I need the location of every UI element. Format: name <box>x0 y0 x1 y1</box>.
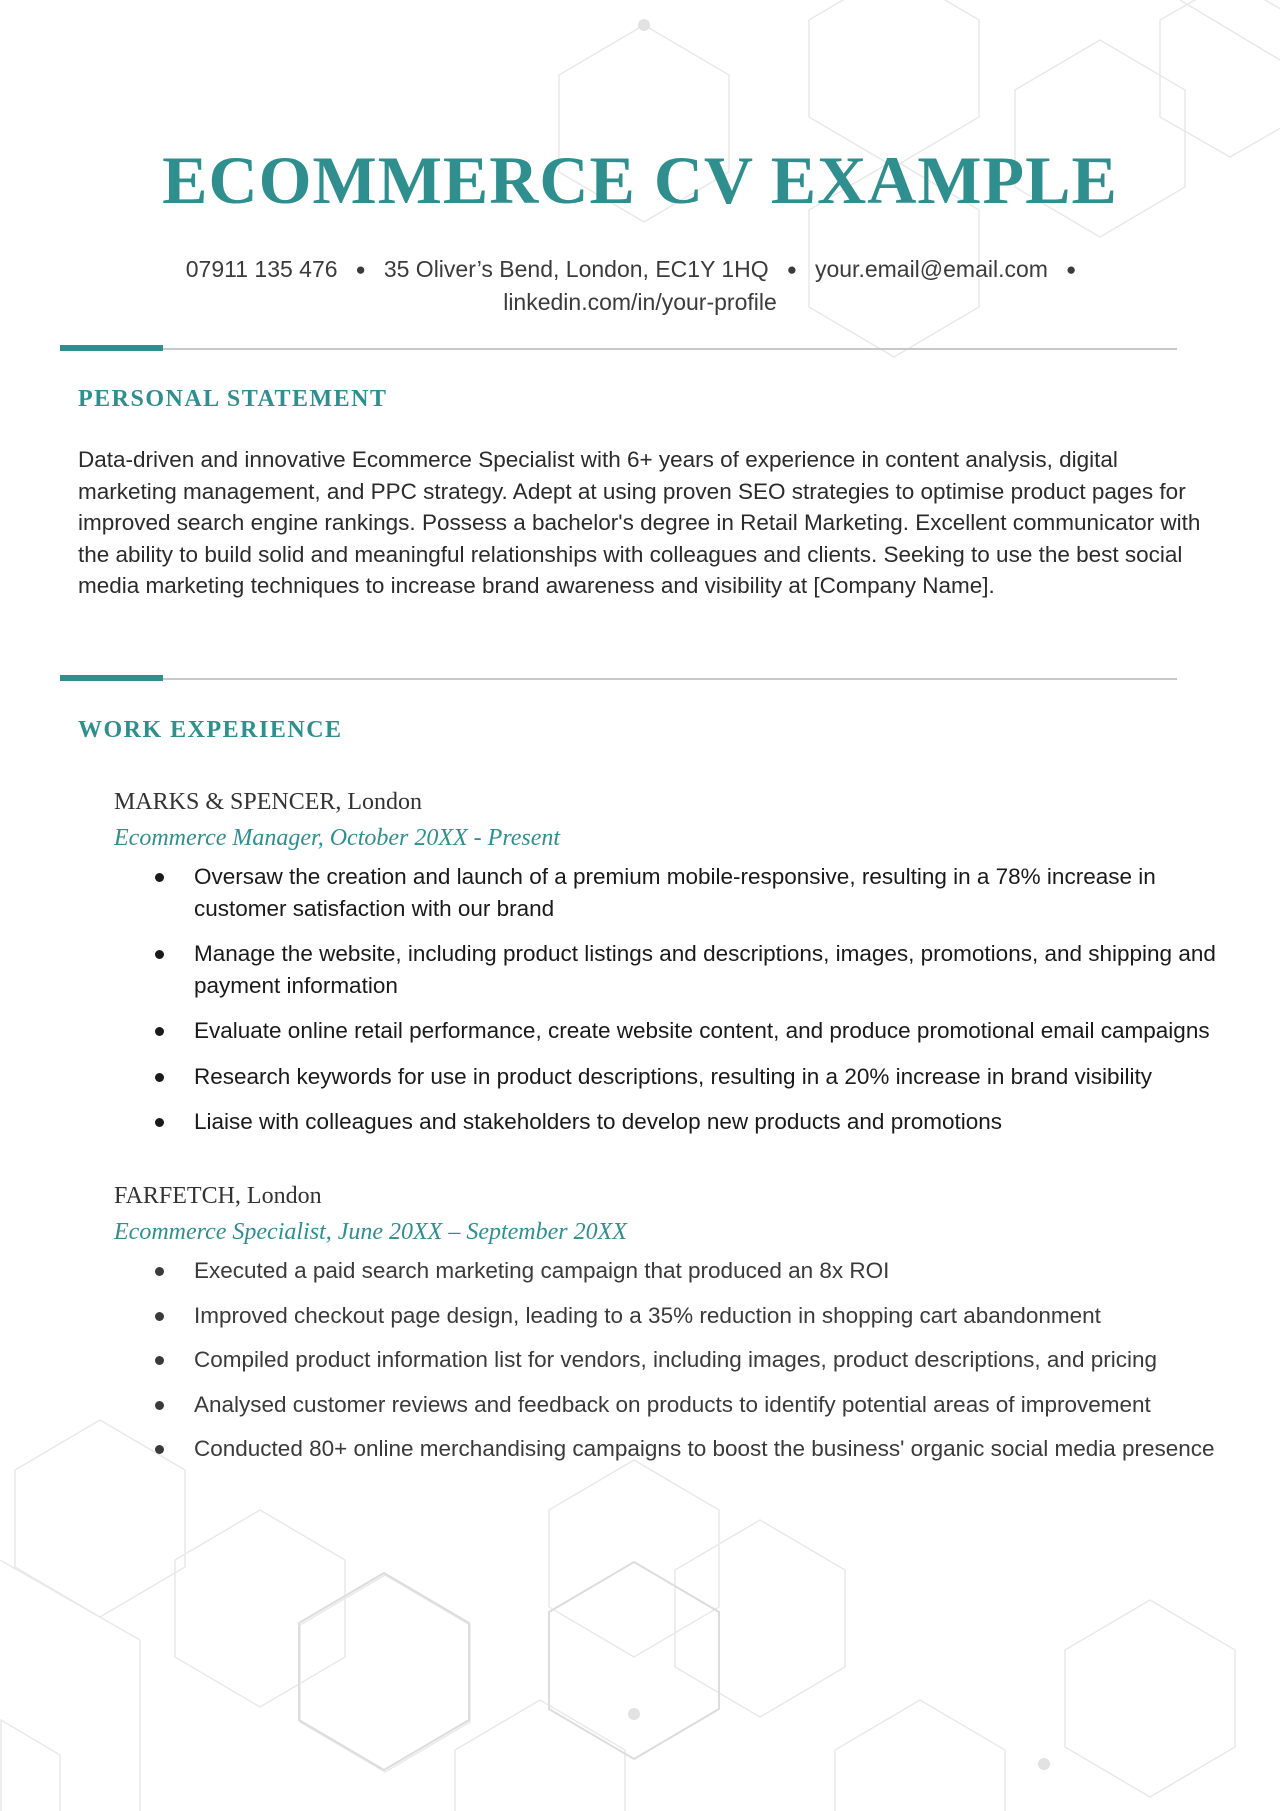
divider-accent <box>60 675 163 681</box>
list-item: Analysed customer reviews and feedback on products to identify potential areas of improvement <box>0 1389 1280 1421</box>
personal-statement-text: Data-driven and innovative Ecommerce Specialist with 6+ years of experience in content analysis, digital marketing management, and PPC strategy. Adept at using proven SEO strategies to optimise product pages for improved search engine rankings. Possess a bachelor's degree in Retail Marketing. Excellent communicator with the ability to build solid and meaningful relationships with colleagues and clients. Seeking to use the best social media marketing techniques to increase brand awareness and visibility at [Company Name]. <box>78 447 1201 598</box>
list-item: Liaise with colleagues and stakeholders to develop new products and promotions <box>0 1106 1280 1138</box>
email-link[interactable]: your.email@email.com <box>814 256 1048 282</box>
personal-statement-heading: PERSONAL STATEMENT <box>78 386 388 412</box>
list-item: Manage the website, including product listings and descriptions, images, promotions, and shipping and payment information <box>0 938 1280 1001</box>
bullet-separator-icon: ● <box>355 260 366 279</box>
bullet-icon <box>155 950 164 959</box>
bullet-icon <box>155 1312 164 1321</box>
job-title: Ecommerce Manager, October 20XX - Present <box>114 825 561 851</box>
employer-name: MARKS & SPENCER, London <box>114 789 423 815</box>
section-divider <box>60 348 1177 350</box>
list-item: Research keywords for use in product descriptions, resulting in a 20% increase in brand visibility <box>0 1061 1280 1093</box>
bullet-icon <box>155 1445 164 1454</box>
employer-name: FARFETCH, London <box>114 1183 322 1209</box>
address: 35 Oliver’s Bend, London, EC1Y 1HQ <box>383 256 769 282</box>
contact-info <box>120 253 1160 318</box>
bullet-icon <box>155 1356 164 1365</box>
job-bullets <box>0 1255 1280 1465</box>
list-item: Improved checkout page design, leading to a 35% reduction in shopping cart abandonment <box>0 1300 1280 1332</box>
bullet-icon <box>155 1073 164 1082</box>
bullet-separator-icon: ● <box>786 260 797 279</box>
bullet-icon <box>155 1118 164 1127</box>
list-item: Conducted 80+ online merchandising campaigns to boost the business' organic social media presence <box>0 1433 1280 1465</box>
bullet-icon <box>155 1027 164 1036</box>
cv-title: ECOMMERCE CV EXAMPLE <box>162 142 1118 218</box>
list-item: Evaluate online retail performance, create website content, and produce promotional email campaigns <box>0 1015 1280 1047</box>
list-item: Oversaw the creation and launch of a premium mobile-responsive, resulting in a 78% increase in customer satisfaction with our brand <box>0 861 1280 924</box>
work-experience-heading: WORK EXPERIENCE <box>78 717 343 743</box>
job-bullets <box>0 861 1280 1138</box>
divider-accent <box>60 345 163 351</box>
bullet-icon <box>155 1401 164 1410</box>
bullet-icon <box>155 1267 164 1276</box>
list-item: Executed a paid search marketing campaign that produced an 8x ROI <box>0 1255 1280 1287</box>
bullet-icon <box>155 873 164 882</box>
linkedin-link[interactable]: linkedin.com/in/your-profile <box>503 289 777 315</box>
section-divider <box>60 678 1177 680</box>
job-title: Ecommerce Specialist, June 20XX – September 20XX <box>114 1219 627 1245</box>
list-item: Compiled product information list for vendors, including images, product descriptions, and pricing <box>0 1344 1280 1376</box>
phone-number: 07911 135 476 <box>185 256 338 282</box>
bullet-separator-icon: ● <box>1065 260 1077 279</box>
